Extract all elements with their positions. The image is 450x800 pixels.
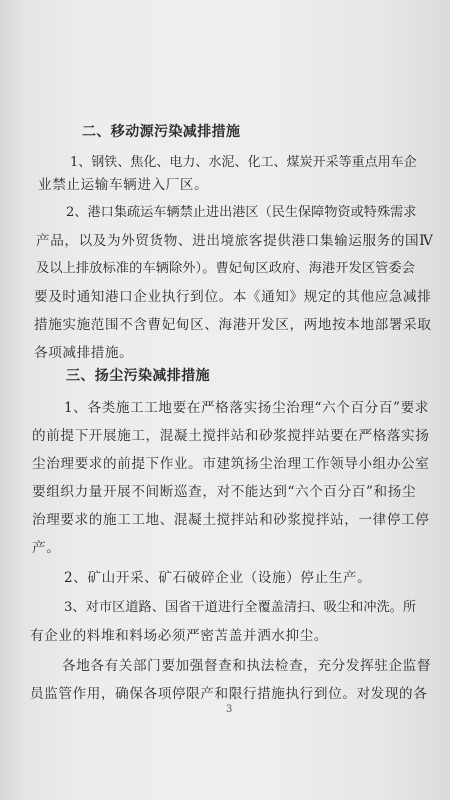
text-line: 2、港口集疏运车辆禁止进出港区（民生保障物资或特殊需求 bbox=[66, 205, 417, 220]
text-line: 各地各有关部门要加强督查和执法检查，充分发挥驻企监督 bbox=[62, 658, 432, 674]
page-number: 3 bbox=[226, 704, 233, 715]
section-heading-mobile-source: 二、移动源污染减排措施 bbox=[82, 124, 241, 140]
text-line: 产品，以及为外贸货物、进出境旅客提供港口集输运服务的国Ⅳ bbox=[36, 233, 434, 249]
text-line: 1、钢铁、焦化、电力、水泥、化工、煤炭开采等重点用车企 bbox=[70, 155, 417, 170]
text-line: 有企业的料堆和料场必须严密苫盖并洒水抑尘。 bbox=[30, 628, 329, 644]
text-line: 2、矿山开采、矿石破碎企业（设施）停止生产。 bbox=[64, 570, 372, 586]
text-line: 及以上排放标准的车辆除外）。曹妃甸区政府、海港开发区管委会 bbox=[36, 261, 415, 276]
text-line: 措施实施范围不含曹妃甸区、海港开发区，两地按本地部署采取 bbox=[34, 317, 432, 333]
text-line: 要及时通知港口企业执行到位。本《通知》规定的其他应急减排 bbox=[34, 289, 432, 305]
text-line: 的前提下开展施工，混凝土搅拌站和砂浆搅拌站要在严格落实扬 bbox=[32, 428, 430, 444]
text-line: 业禁止运输车辆进入厂区。 bbox=[38, 177, 209, 193]
text-line: 要组织力量开展不间断巡查，对不能达到“六个百分百”和扬尘 bbox=[32, 484, 417, 500]
text-line: 产。 bbox=[32, 540, 61, 556]
text-line: 尘治理要求的前提下作业。市建筑扬尘治理工作领导小组办公室 bbox=[32, 456, 430, 472]
text-line: 3、对市区道路、国省干道进行全覆盖清扫、吸尘和冲洗。所 bbox=[64, 600, 417, 615]
text-line: 各项减排措施。 bbox=[34, 345, 134, 361]
text-line: 员监管作用，确保各项停限产和限行措施执行到位。对发现的各 bbox=[30, 686, 428, 702]
text-line: 治理要求的施工工地、混凝土搅拌站和砂浆搅拌站，一律停工停 bbox=[32, 512, 430, 528]
text-line: 1、各类施工工地要在严格落实扬尘治理“六个百分百”要求 bbox=[64, 400, 429, 416]
section-heading-dust: 三、扬尘污染减排措施 bbox=[66, 368, 210, 384]
